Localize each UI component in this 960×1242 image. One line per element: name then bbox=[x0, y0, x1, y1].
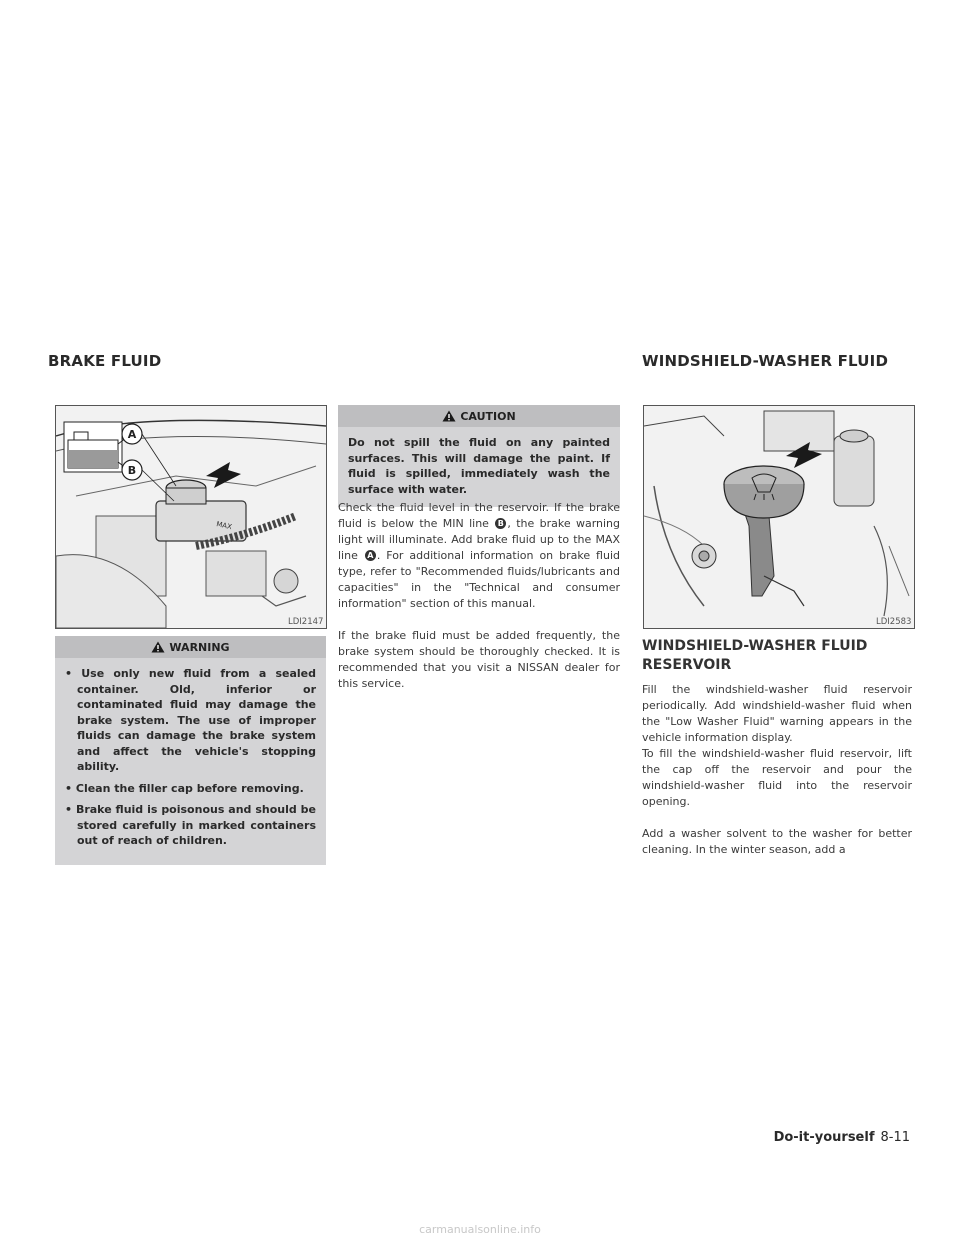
washer-reservoir-illustration bbox=[643, 405, 915, 629]
washer-paragraph-1: Fill the windshield-washer fluid reservoir periodically. Add windshield-washer fluid when the "Low Washer Fluid" warning appears in the vehicle information display. bbox=[642, 683, 912, 744]
heading-brake-fluid: BRAKE FLUID bbox=[48, 352, 162, 370]
caution-header bbox=[338, 405, 620, 427]
warning-item: • Clean the filler cap before removing. bbox=[65, 781, 304, 795]
watermark: carmanualsonline.info bbox=[419, 1223, 541, 1236]
heading-windshield-washer-fluid: WINDSHIELD-WASHER FLUID bbox=[642, 352, 889, 370]
brake-paragraph-2: If the brake fluid must be added frequently, the brake system should be thoroughly checked. It is recommended that you visit a NISSAN dealer for this service. bbox=[338, 629, 620, 690]
label-b: B bbox=[127, 464, 137, 477]
caution-icon bbox=[442, 410, 456, 422]
caution-text: Do not spill the fluid on any painted surfaces. This will damage the paint. If fluid is spilled, immediately wash the surface with water. bbox=[348, 436, 610, 496]
warning-item: • Brake fluid is poisonous and should be stored carefully in marked containers out of reach of children. bbox=[65, 803, 316, 847]
caution-box bbox=[338, 405, 620, 507]
washer-reservoir-drawing bbox=[644, 406, 914, 628]
warning-title: WARNING bbox=[169, 640, 230, 654]
warning-icon bbox=[151, 641, 165, 653]
marker-a-icon: A bbox=[365, 550, 376, 561]
footer-page-number: 8-11 bbox=[880, 1130, 910, 1145]
washer-paragraph-2: To fill the windshield-washer fluid reservoir, lift the cap off the reservoir and pour the windshield-washer fluid into the reservoir opening. bbox=[642, 747, 912, 808]
figure-id-right: LDI2583 bbox=[876, 617, 912, 627]
washer-paragraph-3: Add a washer solvent to the washer for better cleaning. In the winter season, add a bbox=[642, 827, 912, 856]
page-footer bbox=[774, 1130, 910, 1145]
label-a: A bbox=[127, 428, 137, 441]
brake-reservoir-drawing bbox=[56, 406, 326, 628]
warning-header bbox=[55, 636, 326, 658]
warning-box bbox=[55, 636, 326, 865]
brake-paragraph-1: Check the fluid level in the reservoir. If the brake fluid is below the MIN line B , the brake warning light will illuminate. Add brake fluid up to the MAX line A . For additional information on brake fluid type, refer to "Recommended fluids/lubricants and capacities" in the "Technical and consumer information" section of this manual. bbox=[338, 501, 621, 610]
figure-id-left: LDI2147 bbox=[288, 617, 324, 627]
footer-section: Do-it-yourself bbox=[773, 1130, 875, 1145]
caution-title: CAUTION bbox=[460, 409, 516, 423]
warning-list bbox=[55, 658, 326, 865]
brake-reservoir-illustration bbox=[55, 405, 327, 629]
max-mark: MAX bbox=[215, 520, 233, 532]
marker-b-icon: B bbox=[495, 518, 506, 529]
warning-item: • Use only new fluid from a sealed container. Old, inferior or contaminated fluid may damage the brake system. The use of improper fluids can damage the brake system and affect the vehicle's stopping ability. bbox=[65, 667, 316, 773]
washer-subheading: WINDSHIELD-WASHER FLUID RESERVOIR bbox=[642, 638, 868, 673]
